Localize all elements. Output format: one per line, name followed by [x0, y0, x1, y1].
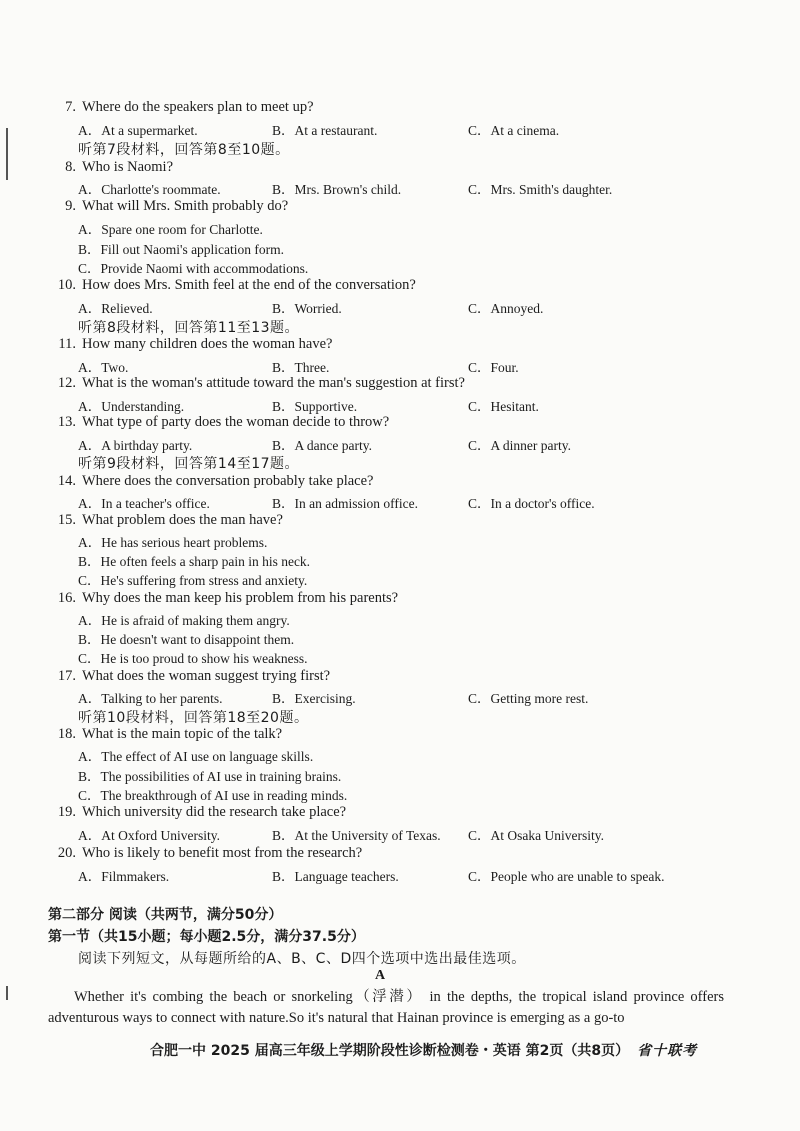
- option-b: B．The possibilities of AI use in training brains.: [78, 769, 342, 784]
- option-b: B．Worried.: [272, 301, 342, 316]
- option-a: A．A birthday party.: [78, 438, 193, 453]
- page-footer: [150, 1040, 697, 1060]
- segment-instruction: 听第10段材料，回答第18至20题。: [78, 710, 309, 726]
- question-stem: 7. Where do the speakers plan to meet up?: [65, 99, 314, 115]
- option-c: C．At Osaka University.: [468, 828, 604, 843]
- option-a: A．At a supermarket.: [78, 123, 198, 138]
- segment-instruction: 听第7段材料，回答第8至10题。: [78, 142, 290, 158]
- passage-label: A: [375, 968, 386, 983]
- footer-text: 合肥一中 2025 届高三年级上学期阶段性诊断检测卷・英语 第2页（共8页）: [150, 1043, 630, 1059]
- option-b: B．Mrs. Brown's child.: [272, 182, 402, 197]
- option-c: C．Annoyed.: [468, 301, 544, 316]
- question-stem: 18. What is the main topic of the talk?: [57, 726, 283, 742]
- option-c: C．People who are unable to speak.: [468, 869, 665, 884]
- option-b: B．He doesn't want to disappoint them.: [78, 632, 295, 647]
- option-b: B．He often feels a sharp pain in his neck.: [78, 554, 311, 569]
- option-c: C．Provide Naomi with accommodations.: [78, 261, 309, 276]
- question-stem: 10. How does Mrs. Smith feel at the end of the conversation?: [57, 277, 416, 293]
- option-c: C．Getting more rest.: [468, 691, 589, 706]
- question-stem: 15. What problem does the man have?: [57, 512, 283, 528]
- option-a: A．Understanding.: [78, 399, 185, 414]
- option-c: C．Hesitant.: [468, 399, 539, 414]
- option-b: B．Supportive.: [272, 399, 358, 414]
- segment-instruction: 听第9段材料，回答第14至17题。: [78, 456, 300, 472]
- passage-text: Whether it's combing the beach or snorkeling（浮潜） in the depths, the tropical island province offers adventurous ways to connect with nature.So it's natural that Hainan province is emerging as a go-to: [48, 989, 724, 1026]
- section-one-title: 第一节（共15小题；每小题2.5分，满分37.5分）: [48, 929, 365, 945]
- option-a: A．Charlotte's roommate.: [78, 182, 221, 197]
- question-stem: 12. What is the woman's attitude toward the man's suggestion at first?: [57, 375, 465, 391]
- question-stem: 9. What will Mrs. Smith probably do?: [65, 198, 289, 214]
- question-stem: 13. What type of party does the woman decide to throw?: [57, 414, 390, 430]
- option-b: B．At the University of Texas.: [272, 828, 441, 843]
- option-a: A．Talking to her parents.: [78, 691, 223, 706]
- option-b: B．Fill out Naomi's application form.: [78, 242, 285, 257]
- option-b: B．A dance party.: [272, 438, 372, 453]
- segment-instruction: 听第8段材料，回答第11至13题。: [78, 320, 300, 336]
- option-a: A．He has serious heart problems.: [78, 535, 268, 550]
- question-stem: 20. Who is likely to benefit most from the research?: [57, 845, 363, 861]
- option-c: C．At a cinema.: [468, 123, 560, 138]
- question-stem: 17. What does the woman suggest trying first?: [57, 668, 331, 684]
- option-a: A．Two.: [78, 360, 129, 375]
- option-a: A．Filmmakers.: [78, 869, 170, 884]
- question-stem: 14. Where does the conversation probably take place?: [57, 473, 374, 489]
- option-b: B．Exercising.: [272, 691, 356, 706]
- option-a: A．At Oxford University.: [78, 828, 220, 843]
- option-c: C．A dinner party.: [468, 438, 571, 453]
- option-a: A．In a teacher's office.: [78, 496, 210, 511]
- option-c: C．The breakthrough of AI use in reading minds.: [78, 788, 348, 803]
- option-b: B．In an admission office.: [272, 496, 418, 511]
- margin-line: [6, 128, 8, 180]
- part-two-title: 第二部分 阅读（共两节，满分50分）: [48, 907, 283, 923]
- option-a: A．Spare one room for Charlotte.: [78, 222, 263, 237]
- question-stem: 16. Why does the man keep his problem from his parents?: [57, 590, 399, 606]
- option-b: B．Language teachers.: [272, 869, 399, 884]
- question-stem: 11. How many children does the woman have?: [58, 336, 333, 352]
- margin-line: [6, 986, 8, 1000]
- option-b: B．Three.: [272, 360, 330, 375]
- question-stem: 8. Who is Naomi?: [65, 159, 174, 175]
- exam-stamp: 省十联考: [637, 1043, 698, 1059]
- option-a: A．He is afraid of making them angry.: [78, 613, 290, 628]
- option-a: A．Relieved.: [78, 301, 153, 316]
- option-c: C．Mrs. Smith's daughter.: [468, 182, 613, 197]
- option-c: C．He's suffering from stress and anxiety.: [78, 573, 308, 588]
- option-c: C．In a doctor's office.: [468, 496, 595, 511]
- option-c: C．Four.: [468, 360, 519, 375]
- option-a: A．The effect of AI use on language skills.: [78, 749, 314, 764]
- question-stem: 19. Which university did the research take place?: [57, 804, 347, 820]
- reading-directions: 阅读下列短文，从每题所给的A、B、C、D四个选项中选出最佳选项。: [78, 951, 526, 967]
- option-b: B．At a restaurant.: [272, 123, 378, 138]
- option-c: C．He is too proud to show his weakness.: [78, 651, 308, 666]
